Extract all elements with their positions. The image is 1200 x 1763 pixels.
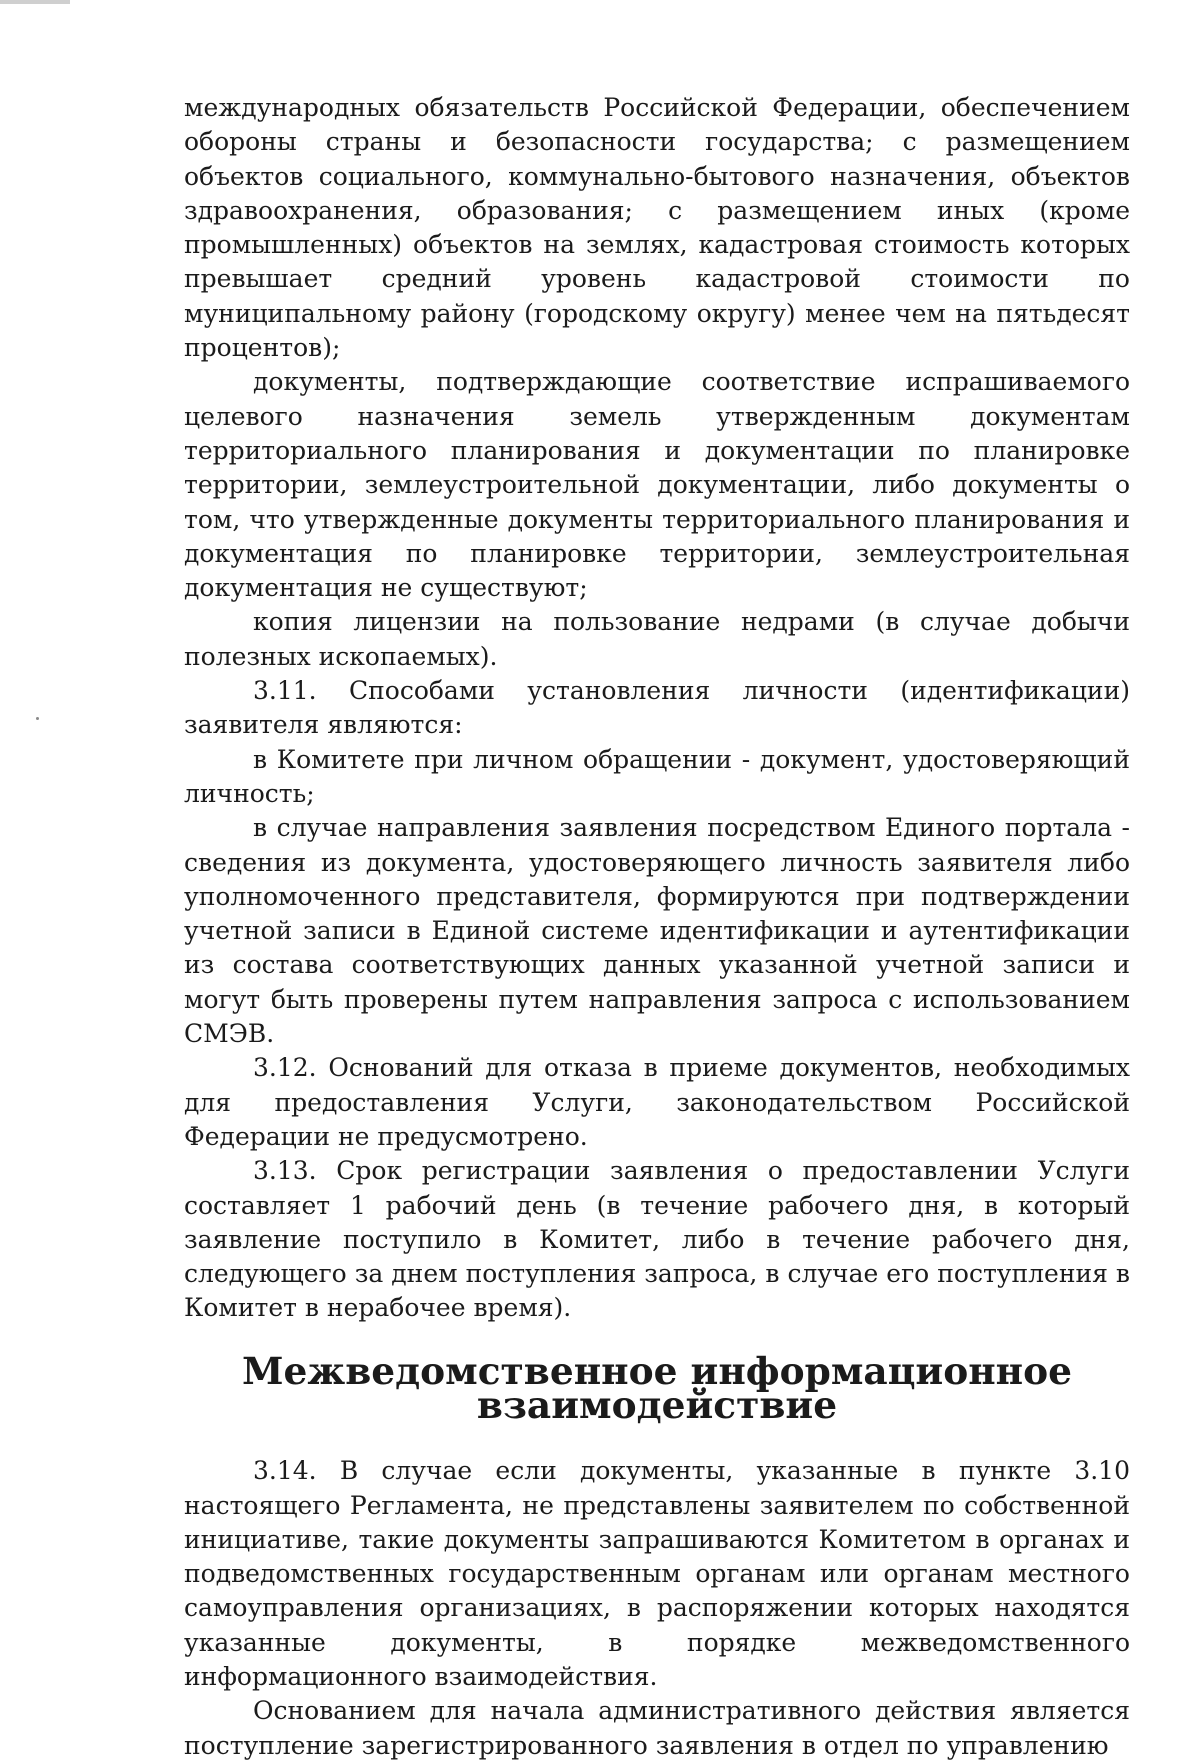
paragraph-3-12: 3.12. Оснований для отказа в приеме документов, необходимых для предоставления Услуги, законодательством Российской Федерации не предусмотрено.: [184, 1053, 1130, 1151]
section-heading: Межведомственное информационное взаимодействие: [241, 1348, 1073, 1427]
paragraph-planning-documents: документы, подтверждающие соответствие испрашиваемого целевого назначения земель утвержденным документам территориального планирования и документации по планировке территории, землеустроительной документации, либо документы о том, что утвержденные документы территориального планирования и документация по планировке территории, землеустроительная документация не существуют;: [184, 367, 1130, 603]
paragraph-3-13: 3.13. Срок регистрации заявления о предоставлении Услуги составляет 1 рабочий день (в течение рабочего дня, в который заявление поступило в Комитет, либо в течение рабочего дня, следующего за днем поступления запроса, в случае его поступления в Комитет в нерабочее время).: [184, 1156, 1130, 1323]
paragraph-unified-portal: в случае направления заявления посредством Единого портала - сведения из документа, удостоверяющего личность заявителя либо уполномоченного представителя, формируются при подтверждении учетной записи в Единой системе идентификации и аутентификации из состава соответствующих данных указанной учетной записи и могут быть проверены путем направления запроса с использованием СМЭВ.: [184, 813, 1130, 1049]
paragraph-personal-visit: в Комитете при личном обращении - документ, удостоверяющий личность;: [184, 744, 1130, 808]
paragraph-subsoil-license: копия лицензии на пользование недрами (в случае добычи полезных ископаемых).: [184, 607, 1130, 671]
paragraph-continuation: международных обязательств Российской Федерации, обеспечением обороны страны и безопасности государства; с размещением объектов социального, коммунально-бытового назначения, объектов здравоохранения, образования; с размещением иных (кроме промышленных) объектов на землях, кадастровая стоимость которых превышает средний уровень кадастровой стоимости по муниципальному району (городскому округу) менее чем на пятьдесят процентов);: [184, 93, 1130, 363]
paragraph-3-14: 3.14. В случае если документы, указанные в пункте 3.10 настоящего Регламента, не представлены заявителем по собственной инициативе, такие документы запрашиваются Комитетом в органах и подведомственных государственным органам или органам местного самоуправления организациях, в распоряжении которых находятся указанные документы, в порядке межведомственного информационного взаимодействия.: [184, 1456, 1130, 1692]
paragraph-3-11: 3.11. Способами установления личности (идентификации) заявителя являются:: [184, 676, 1130, 740]
scan-speck: [36, 717, 39, 720]
paragraph-action-basis: Основанием для начала административного действия является поступление зарегистрированного заявления в отдел по управлению: [184, 1696, 1130, 1760]
scan-corner-mark: [0, 0, 70, 4]
document-body: [184, 91, 1130, 1763]
